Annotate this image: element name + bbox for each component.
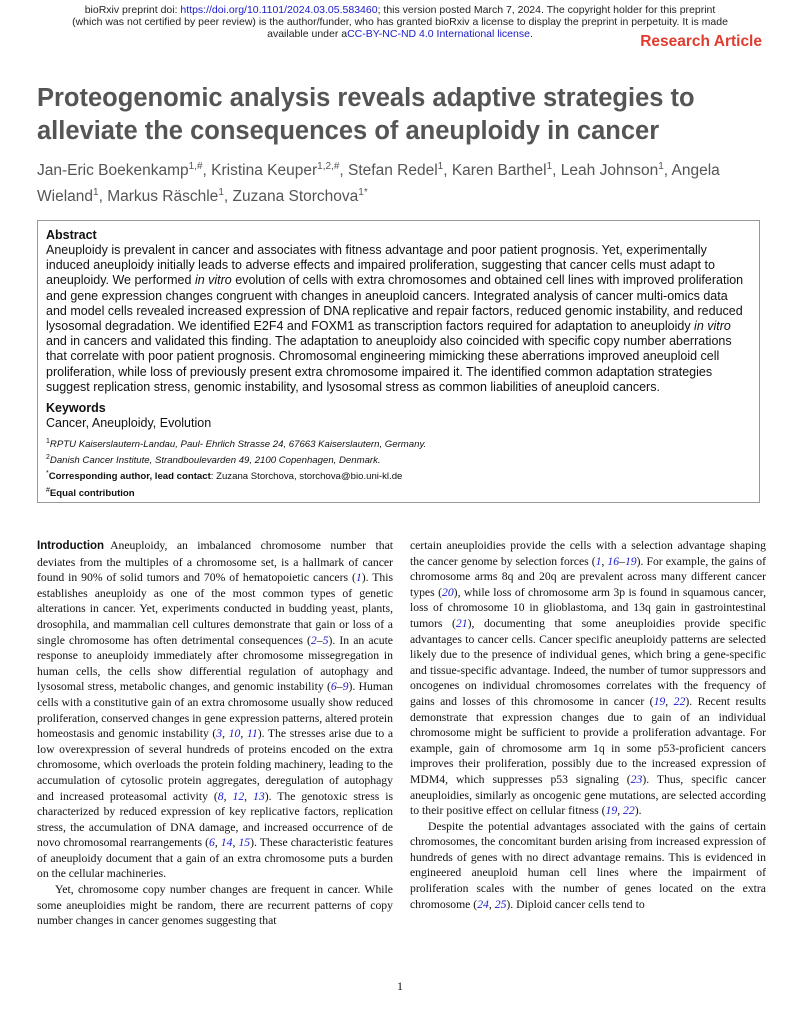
citation-link[interactable]: 22 xyxy=(673,694,686,708)
equal-contribution xyxy=(46,484,751,500)
citation-link[interactable]: 12 xyxy=(232,789,245,803)
note-text: RPTU Kaiserslautern-Landau, Paul- Ehrlich Strasse 24, 67663 Kaiserslautern, Germany. xyxy=(49,439,427,451)
citation-link[interactable]: 14 xyxy=(220,836,233,850)
body-column-left xyxy=(37,538,393,929)
corresponding-author xyxy=(46,467,751,483)
citation-link[interactable]: 16 xyxy=(607,554,620,568)
citation-link[interactable]: 6 xyxy=(209,836,215,850)
intro-paragraph-1 xyxy=(37,538,393,882)
abstract-heading: Abstract xyxy=(46,228,97,242)
author-name: Leah Johnson xyxy=(560,162,659,180)
author-affiliation-mark: 1 xyxy=(437,161,444,172)
page-number: 1 xyxy=(397,979,403,993)
note-text: : Zuzana Storchova, storchova@bio.uni-kl.de xyxy=(210,471,403,483)
author-affiliation-mark: 1 xyxy=(218,187,224,199)
note-mark: 2 xyxy=(46,454,50,462)
citation-link[interactable]: 15 xyxy=(238,836,251,850)
author-name: Angela Wieland xyxy=(37,162,720,206)
citation-link[interactable]: 11 xyxy=(246,727,258,741)
citation-link[interactable]: 22 xyxy=(623,804,635,818)
author-name: Jan-Eric Boekenkamp xyxy=(37,162,189,180)
author-list: Jan-Eric Boekenkamp$^{1,\#}$, Kristina Keuper$^{1,2,\#}$, Stefan Redel$^1$, Karen Barthel$^1$, Leah Johnson$^1$, Angela Wieland$^1$, Markus Räschle$^1$, Zuzana Storchova$^{1*}$ xyxy=(37,161,720,206)
citation-link[interactable]: 21 xyxy=(455,616,468,630)
author-affiliation-mark: 1,# xyxy=(188,161,203,172)
author-affiliation-mark: 1,2,# xyxy=(317,161,340,172)
article-type-label: Research Article xyxy=(640,33,762,50)
abstract-box xyxy=(37,220,760,503)
license-link[interactable]: CC-BY-NC-ND 4.0 International license xyxy=(347,28,530,40)
author-name: Stefan Redel xyxy=(348,162,438,180)
author-affiliation-mark: 1 xyxy=(546,161,553,172)
keywords-text: Cancer, Aneuploidy, Evolution xyxy=(46,416,212,431)
citation-link[interactable]: 20 xyxy=(441,585,454,599)
paragraph-text: Aneuploidy, an imbalanced chromosome number that deviates from the multiples of a chromosome set, is a hallmark of cancer found in 90% of solid tumors and 70% of hematopoietic cancers (1). This establishes aneuploidy as one of the most common types of genetic alterations in cancer. Yet, experiments conducted in budding yeast, plants, drosophila, and mammalian cell cultures demonstrate that gain or loss of a single chromosome has often detrimental consequences (2–5). In an acute response to aneuploidy immediately after chromosome missegregation in human cells, the cells show differential regulation of autophagy and lysosomal stress, metabolic changes, and genomic instability (6–9). Human cells with a constitutive gain of an extra chromosome usually show reduced proliferation, conserved changes in gene expression patterns, altered protein homeostasis and genomic instability (3, 10, 11). The stresses arise due to a low overexpression of several hundreds of proteins encoded on the extra chromosome, which overloads the protein folding machinery, leading to the accumulation of cytosolic protein aggregates, deregulation of autophagy and increased proteasomal activity (8, 12, 13). The genotoxic stress is characterized by reduced expression of key replicative factors, replication stress, the accumulation of DNA damage, and increased occurrence of de novo chromosomal rearrangements (6, 14, 15). These characteristic features of aneuploidy document that a gain of an extra chromosome puts a burden on the cellular machineries. xyxy=(37,539,394,881)
citation-link[interactable]: 5 xyxy=(322,633,329,647)
author-affiliation-mark: 1* xyxy=(358,187,368,199)
citation-link[interactable]: 8 xyxy=(217,789,224,803)
author-notes xyxy=(46,435,751,500)
author-name: Zuzana Storchova xyxy=(232,188,359,206)
header-line-2: (which was not certified by peer review) is the author/funder, who has granted bioRxiv a license to display the preprint in perpetuity. It is made xyxy=(72,16,728,28)
note-label: Corresponding author, lead contact xyxy=(48,471,211,483)
note-label: Equal contribution xyxy=(49,487,135,499)
citation-link[interactable]: 24 xyxy=(477,897,489,911)
citation-link[interactable]: 23 xyxy=(630,772,643,786)
body-column-right xyxy=(410,538,766,912)
paragraph-text: Yet, chromosome copy number changes are frequent in cancer. While some aneuploidies might be random, there are recurrent patterns of copy number changes in cancer genomes suggesting that xyxy=(37,883,393,928)
citation-link[interactable]: 19 xyxy=(605,804,618,818)
note-mark: # xyxy=(46,486,50,494)
intro-paragraph-4 xyxy=(410,819,766,913)
citation-link[interactable]: 13 xyxy=(253,789,265,803)
abstract-segment: evolution of cells with extra chromosomes and obtained cell lines with improved proliferation and gene expression changes congruent with changes in aneuploid cancers. Integrated analysis of cancer multi-omics data and model cells revealed increased expression of DNA replicative and repair factors, reduced genomic instability, and reduced lysosomal degradation. We identified E2F4 and FOXM1 as transcription factors required for adaptation to aneuploidy xyxy=(46,273,744,334)
author-affiliation-mark: 1 xyxy=(93,187,99,199)
header-text: bioRxiv preprint doi: xyxy=(84,4,181,16)
intro-paragraph-3 xyxy=(410,538,766,819)
note-text: Danish Cancer Institute, Strandboulevarden 49, 2100 Copenhagen, Denmark. xyxy=(49,455,381,467)
author-name: Karen Barthel xyxy=(451,162,547,180)
abstract-italic: in vitro xyxy=(194,273,232,288)
abstract-segment: Aneuploidy is prevalent in cancer and associates with fitness advantage and poor patient prognosis. Yet, experimentally induced aneuploidy initially leads to adverse effects and impaired proliferation, suggesting that cancer cells must adapt to aneuploidy. We performed xyxy=(46,243,715,288)
preprint-header xyxy=(60,4,740,40)
paper-title: Proteogenomic analysis reveals adaptive strategies to alleviate the consequences of aneuploidy in cancer xyxy=(37,84,695,145)
header-line-1 xyxy=(60,4,740,16)
paragraph-text: certain aneuploidies provide the cells with a selection advantage shaping the cancer genome by selection forces (1, 16–19). For example, the gains of chromosome arms 8q and 20q are prevalent across many different cancer types (20), while loss of chromosome arm 3p is found in squamous cancer, loss of chromosome 10 in glioblastoma, and 13q gain in gastrointestinal tumors (21), documenting that some aneuploidies provide specific advantages to cancer cells. Cancer specific aneuploidy patterns are selected likely due to the presence of individual genes, which bring a gene-specific and tissue-specific advantage. Indeed, the number of tumor suppressors and oncogenes on individual chromosomes correlates with the frequency of gains and losses of this chromosome in cancer (19, 22). Recent results demonstrate that expression changes due to gain of an individual chromosome might be sufficient to provide a proliferation advantage. For example, gain of chromosome arm 1q in some p53-proficient cancers improves their proliferation, possibly due to the increased expression of MDM4, which suppresses p53 signaling (23). Thus, specific cancer aneuploidies, similarly as oncogenic gene mutations, are selected according to their positive effect on cellular fitness (19, 22). xyxy=(410,539,767,818)
citation-link[interactable]: 19 xyxy=(624,554,637,568)
abstract-text xyxy=(46,243,751,395)
header-text: available under a xyxy=(267,28,348,40)
citation-link[interactable]: 3 xyxy=(216,727,223,741)
intro-paragraph-2 xyxy=(37,882,393,929)
citation-link[interactable]: 9 xyxy=(342,680,349,694)
section-heading-introduction: Introduction xyxy=(37,540,105,552)
citation-link[interactable]: 6 xyxy=(330,680,337,694)
paragraph-text: Despite the potential advantages associated with the gains of certain chromosomes, the concomitant burden arising from increased expression of hundreds of genes with no direct advantage remains. This is evidenced in engineered aneuploid human cell lines where the impairment of proliferation scales with the number of genes located on the extra chromosome (24, 25). Diploid cancer cells tend to xyxy=(410,819,766,911)
note-mark: 1 xyxy=(46,438,50,446)
abstract-italic: in vitro xyxy=(694,319,731,334)
author-name: Markus Räschle xyxy=(107,188,219,206)
doi-link[interactable]: https://doi.org/10.1101/2024.03.05.583460 xyxy=(180,4,378,16)
citation-link[interactable]: 2 xyxy=(310,633,317,647)
abstract-segment: and in cancers and validated this finding. The adaptation to aneuploidy also coincided with specific copy number aberrations that correlate with poor patient prognosis. Chromosomal engineering mimicking these aberrations improved aneuploid cell proliferation, while loss of previously present extra chromosome impaired it. The identified common adaptation strategies suggest replication stress, genomic instability, and lysosomal stress as common liabilities of aneuploid cancers. xyxy=(46,334,732,394)
affiliation-2 xyxy=(46,451,751,467)
header-text: . xyxy=(529,28,533,40)
author-name: Kristina Keuper xyxy=(211,162,318,180)
author-affiliation-mark: 1 xyxy=(658,161,664,172)
note-mark: * xyxy=(46,470,49,478)
citation-link[interactable]: 1 xyxy=(595,554,602,568)
keywords-heading: Keywords xyxy=(46,401,106,416)
affiliation-1 xyxy=(46,435,751,451)
header-text: ; this version posted March 7, 2024. The copyright holder for this preprint xyxy=(377,4,716,16)
header-line-3 xyxy=(60,28,740,40)
citation-link[interactable]: 19 xyxy=(653,694,666,708)
citation-link[interactable]: 10 xyxy=(228,727,241,741)
citation-link[interactable]: 25 xyxy=(494,897,507,911)
citation-link[interactable]: 1 xyxy=(355,571,362,585)
